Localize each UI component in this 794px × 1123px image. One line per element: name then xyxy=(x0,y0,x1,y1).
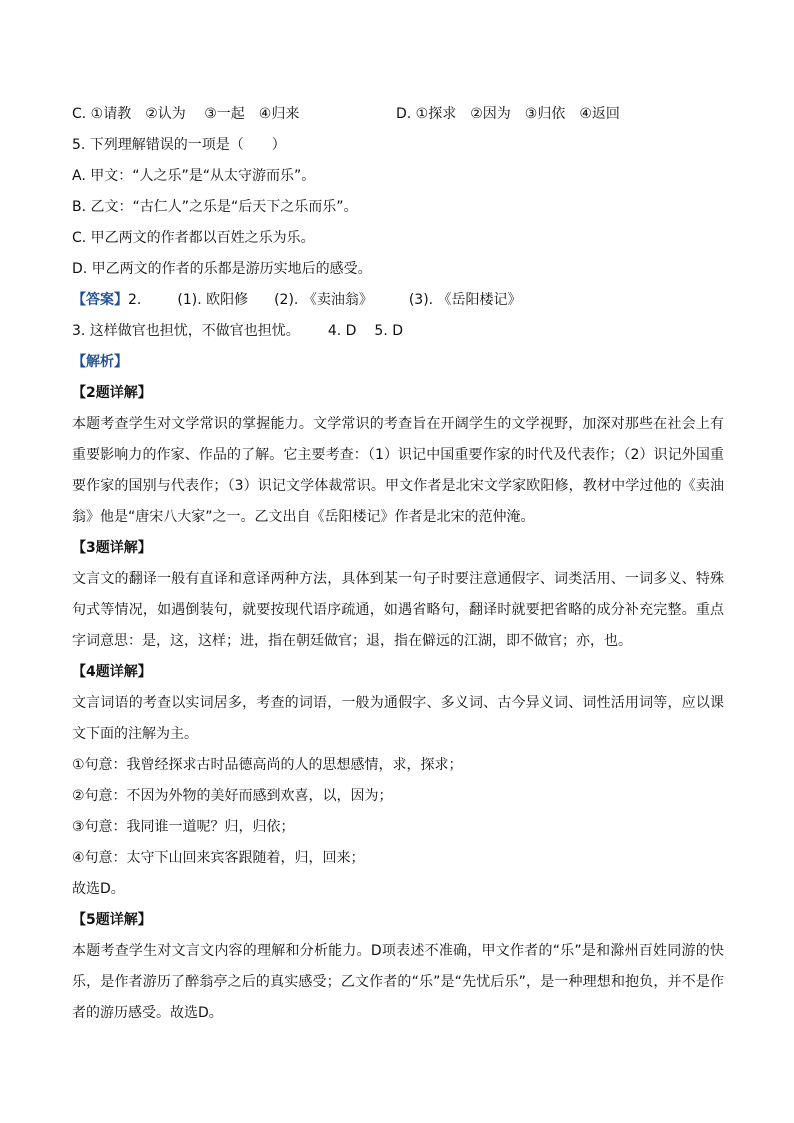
q4-detail-item-4: ④句意：太守下山回来宾客跟随着，归，回来； xyxy=(72,850,365,866)
q3-detail-body: 文言文的翻译一般有直译和意译两种方法，具体到某一句子时要注意通假字、词类活用、一词多义、特殊句式等情况，如遇倒装句，就要按现代语序疏通，如遇省略句，翻译时就要把省略的成分补充完整。重点字词意思：是，这，这样；进，指在朝廷做官；退，指在僻远的江湖，即不做官；亦，也。 xyxy=(72,571,724,649)
answer-line-1 xyxy=(72,285,724,316)
q2-detail-body: 本题考查学生对文学常识的掌握能力。文学常识的考查旨在开阔学生的文学视野，加深对那些在社会上有重要影响力的作家、作品的了解。它主要考查：（1）识记中国重要作家的时代及代表作；（2）识记外国重要作家的国别与代表作；（3）识记文学体裁常识。甲文作者是北宋文学家欧阳修，教材中学过他的《卖油翁》他是“唐宋八大家”之一。乙文出自《岳阳楼记》作者是北宋的范仲淹。 xyxy=(72,416,724,525)
q4-option-d: D. ①探求 ②因为 ③归依 ④返回 xyxy=(396,106,620,122)
q4-detail-conclusion: 故选D。 xyxy=(72,881,125,897)
q5-option-c: C. 甲乙两文的作者都以百姓之乐为乐。 xyxy=(72,230,315,246)
q5-stem: 5. 下列理解错误的一项是（ ） xyxy=(72,137,286,153)
q5-detail-body: 本题考查学生对文言文内容的理解和分析能力。D项表述不准确，甲文作者的“乐”是和滁州百姓同游的快乐，是作者游历了醉翁亭之后的真实感受；乙文作者的“乐”是“先忧后乐”，是一种理想和抱负，并不是作者的游历感受。故选D。 xyxy=(72,943,724,1021)
q4-options-cd xyxy=(72,99,724,130)
answer-q2-part2: (2). 《卖油翁》 xyxy=(274,292,373,308)
q4-option-c: C. ①请教 ②认为 ③一起 ④归来 xyxy=(72,106,300,122)
q4-detail-item-2: ②句意：不因为外物的美好而感到欢喜，以，因为； xyxy=(72,788,393,804)
answer-q2-number: 2. xyxy=(128,292,142,308)
q5-option-a: A. 甲文：“人之乐”是“从太守游而乐”。 xyxy=(72,168,316,184)
q4-detail-item-1: ①句意：我曾经探求古时品德高尚的人的思想感情，求，探求； xyxy=(72,757,463,773)
answer-q2-part1: (1). 欧阳修 xyxy=(177,292,249,308)
analysis-tag: 【解析】 xyxy=(72,354,128,370)
answer-q5: 5. D xyxy=(374,323,403,339)
answer-q4: 4. D xyxy=(327,323,357,339)
q4-detail-body: 文言词语的考查以实词居多，考查的词语，一般为通假字、多义词、古今异义词、词性活用词等，应以课文下面的注解为主。 xyxy=(72,695,724,742)
answer-line-2 xyxy=(72,316,724,347)
q3-detail-heading: 【3题详解】 xyxy=(72,540,152,556)
document-content xyxy=(72,99,724,1029)
q4-detail-heading: 【4题详解】 xyxy=(72,664,152,680)
q5-detail-heading: 【5题详解】 xyxy=(72,912,152,928)
q4-detail-item-3: ③句意：我同谁一道呢？归，归依； xyxy=(72,819,295,835)
q5-option-b: B. 乙文：“古仁人”之乐是“后天下之乐而乐”。 xyxy=(72,199,358,215)
answer-q3: 3. 这样做官也担忧，不做官也担忧。 xyxy=(72,323,300,339)
q2-detail-heading: 【2题详解】 xyxy=(72,385,152,401)
answer-tag: 【答案】 xyxy=(72,292,128,308)
answer-q2-part3: (3). 《岳阳楼记》 xyxy=(408,292,522,308)
q5-option-d: D. 甲乙两文的作者的乐都是游历实地后的感受。 xyxy=(72,261,372,277)
